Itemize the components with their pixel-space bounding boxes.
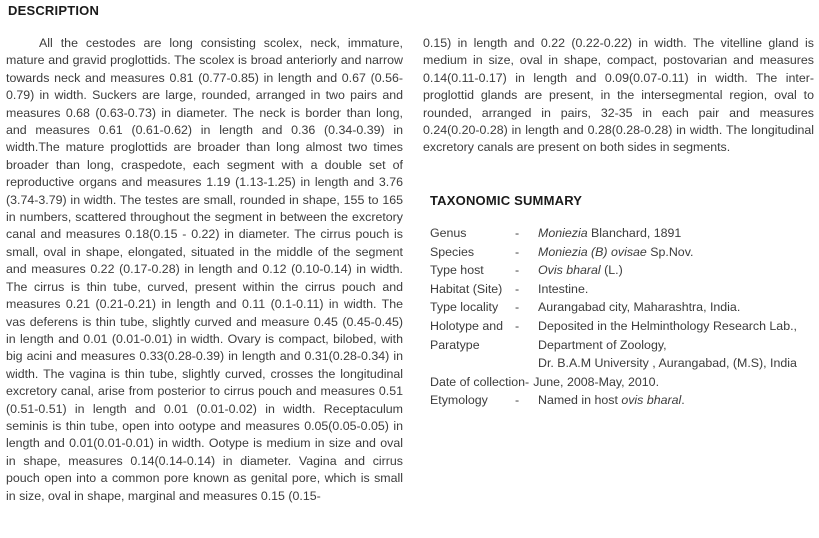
taxonomy-value-pre: Dr. B.A.M University , Aurangabad, (M.S), India: [538, 356, 797, 371]
taxonomy-dash: -: [515, 318, 520, 333]
taxonomy-value: [538, 336, 667, 355]
taxonomy-row-holotype: [430, 317, 797, 336]
taxonomy-value: [538, 261, 623, 280]
taxonomy-value: [538, 243, 693, 262]
taxonomy-value-italic: ovis bharal: [621, 393, 682, 408]
taxonomy-row-paratype: [430, 336, 797, 355]
taxonomy-label: Date of collection-: [430, 374, 530, 389]
taxonomy-label: Etymology: [430, 393, 488, 408]
taxonomy-row-genus: [430, 224, 797, 243]
taxonomy-value: [538, 317, 797, 336]
taxonomy-value-pre: June, 2008-May, 2010.: [533, 374, 660, 389]
taxonomy-value-italic: Moniezia (B) ovisae: [538, 244, 647, 259]
taxonomy-label: Habitat (Site): [430, 281, 503, 296]
taxonomy-value: [538, 354, 797, 373]
taxonomy-label: Paratype: [430, 337, 480, 352]
taxonomy-value-pre: Intestine.: [538, 281, 589, 296]
taxonomy-dash: -: [515, 263, 520, 278]
description-left-column: All the cestodes are long consisting scolex, neck, immature, mature and gravid proglottids. The scolex is broad anteriorly and narrow towards neck and measures 0.81 (0.77-0.85) in length and 0.67 (0.56-0.79) in width. Suckers are large, rounded, arranged in two pairs and measures 0.68 (0.63-0.73) in diameter. The neck is border than long, and measures 0.61 (0.61-0.62) in length and 0.36 (0.34-0.39) in width.The mature proglottids are broader than long almost two times broader than long, craspedote, each segment with a double set of reproductive organs and measures 1.19 (1.13-1.25) in length and 3.76 (3.74-3.79) in width. The testes are small, rounded in shape, 155 to 165 in numbers, scattered throughout the segment in between the excretory canal and measures 0.18(0.15 - 0.22) in diameter. The cirrus pouch is small, oval in shape, elongated, situated in the middle of the segment and measures 0.22 (0.17-0.28) in length and 0.12 (0.10-0.14) in width. The cirrus is thin tube, curved, present within the cirrus pouch and measures 0.21 (0.21-0.21) in length and 0.11 (0.1-0.11) in width. The vas deferens is thin tube, slightly curved and measure 0.45 (0.45-0.45) in length and 0.01 (0.01-0.01) in width. Ovary is compact, bilobed, with big acini and measures 0.33(0.28-0.39) in length and 0.31(0.28-0.34) in width. The vagina is thin tube, slightly curved, crosses the longitudinal excretory canal, arise from posterior to cirrus pouch and measures 0.51 (0.51-0.51) in length and 0.01 (0.01-0.02) in width. Receptaculum seminis is thin tube, open into ootype and measures 0.05(0.05-0.05) in length and 0.01(0.01-0.01) in width. Ootype is medium in size and oval in shape, measures 0.14(0.14-0.14) in diameter. Vagina and cirrus pouch open into a common pore known as genital pore, which is small in size, oval in shape, marginal and measures 0.15 (0.15-: [6, 36, 403, 503]
taxonomy-value-pre: Named in host: [538, 393, 622, 408]
description-heading: DESCRIPTION: [8, 3, 100, 18]
taxonomy-value-pre: Department of Zoology,: [538, 337, 667, 352]
taxonomy-row-type-locality: [430, 298, 797, 317]
taxonomy-value: [538, 280, 588, 299]
taxonomy-value-post: Blanchard, 1891: [587, 226, 682, 240]
taxonomy-row-date-of-collection: [430, 373, 797, 392]
taxonomy-dash: -: [515, 300, 520, 315]
taxonomy-value-post: Sp.Nov.: [646, 244, 694, 259]
taxonomy-row-species: [430, 243, 797, 262]
taxonomy-label: Species: [430, 244, 475, 259]
taxonomy-value-italic: Ovis bharal: [538, 263, 601, 278]
taxonomy-value-italic: Moniezia: [538, 226, 588, 240]
taxonomy-label: Type host: [430, 263, 484, 278]
taxonomy-value-pre: Deposited in the Helminthology Research Lab.,: [538, 318, 797, 333]
taxonomy-value: [533, 373, 659, 392]
taxonomy-value: [538, 391, 685, 410]
taxonomic-summary-heading: TAXONOMIC SUMMARY: [430, 193, 583, 208]
taxonomy-dash: -: [515, 281, 520, 296]
description-right-column: 0.15) in length and 0.22 (0.22-0.22) in width. The vitelline gland is medium in size, oval in shape, compact, postovarian and measures 0.14(0.11-0.17) in length and 0.09(0.07-0.11) in width. The inter-proglottid glands are present, in the intersegmental region, oval to rounded, arranged in pairs, 32-35 in each pair and measures 0.24(0.20-0.28) in length and 0.28(0.28-0.28) in width. The longitudinal excretory canals are present on both sides in segments.: [423, 36, 814, 155]
taxonomic-summary-table: [430, 224, 797, 410]
taxonomy-value: [538, 298, 740, 317]
taxonomy-dash: -: [515, 393, 520, 408]
taxonomy-row-repository-line: [430, 354, 797, 373]
taxonomy-dash: -: [515, 226, 520, 240]
taxonomy-value: [538, 224, 681, 243]
taxonomy-value-pre: Aurangabad city, Maharashtra, India.: [538, 300, 741, 315]
taxonomy-dash: -: [515, 244, 520, 259]
taxonomy-label: Genus: [430, 226, 467, 240]
taxonomy-label: Holotype and: [430, 318, 504, 333]
taxonomy-label: Type locality: [430, 300, 499, 315]
taxonomy-row-habitat: [430, 280, 797, 299]
taxonomy-row-etymology: [430, 391, 797, 410]
taxonomy-value-post: (L.): [600, 263, 623, 278]
taxonomy-value-post: .: [681, 393, 685, 408]
taxonomy-row-type-host: [430, 261, 797, 280]
